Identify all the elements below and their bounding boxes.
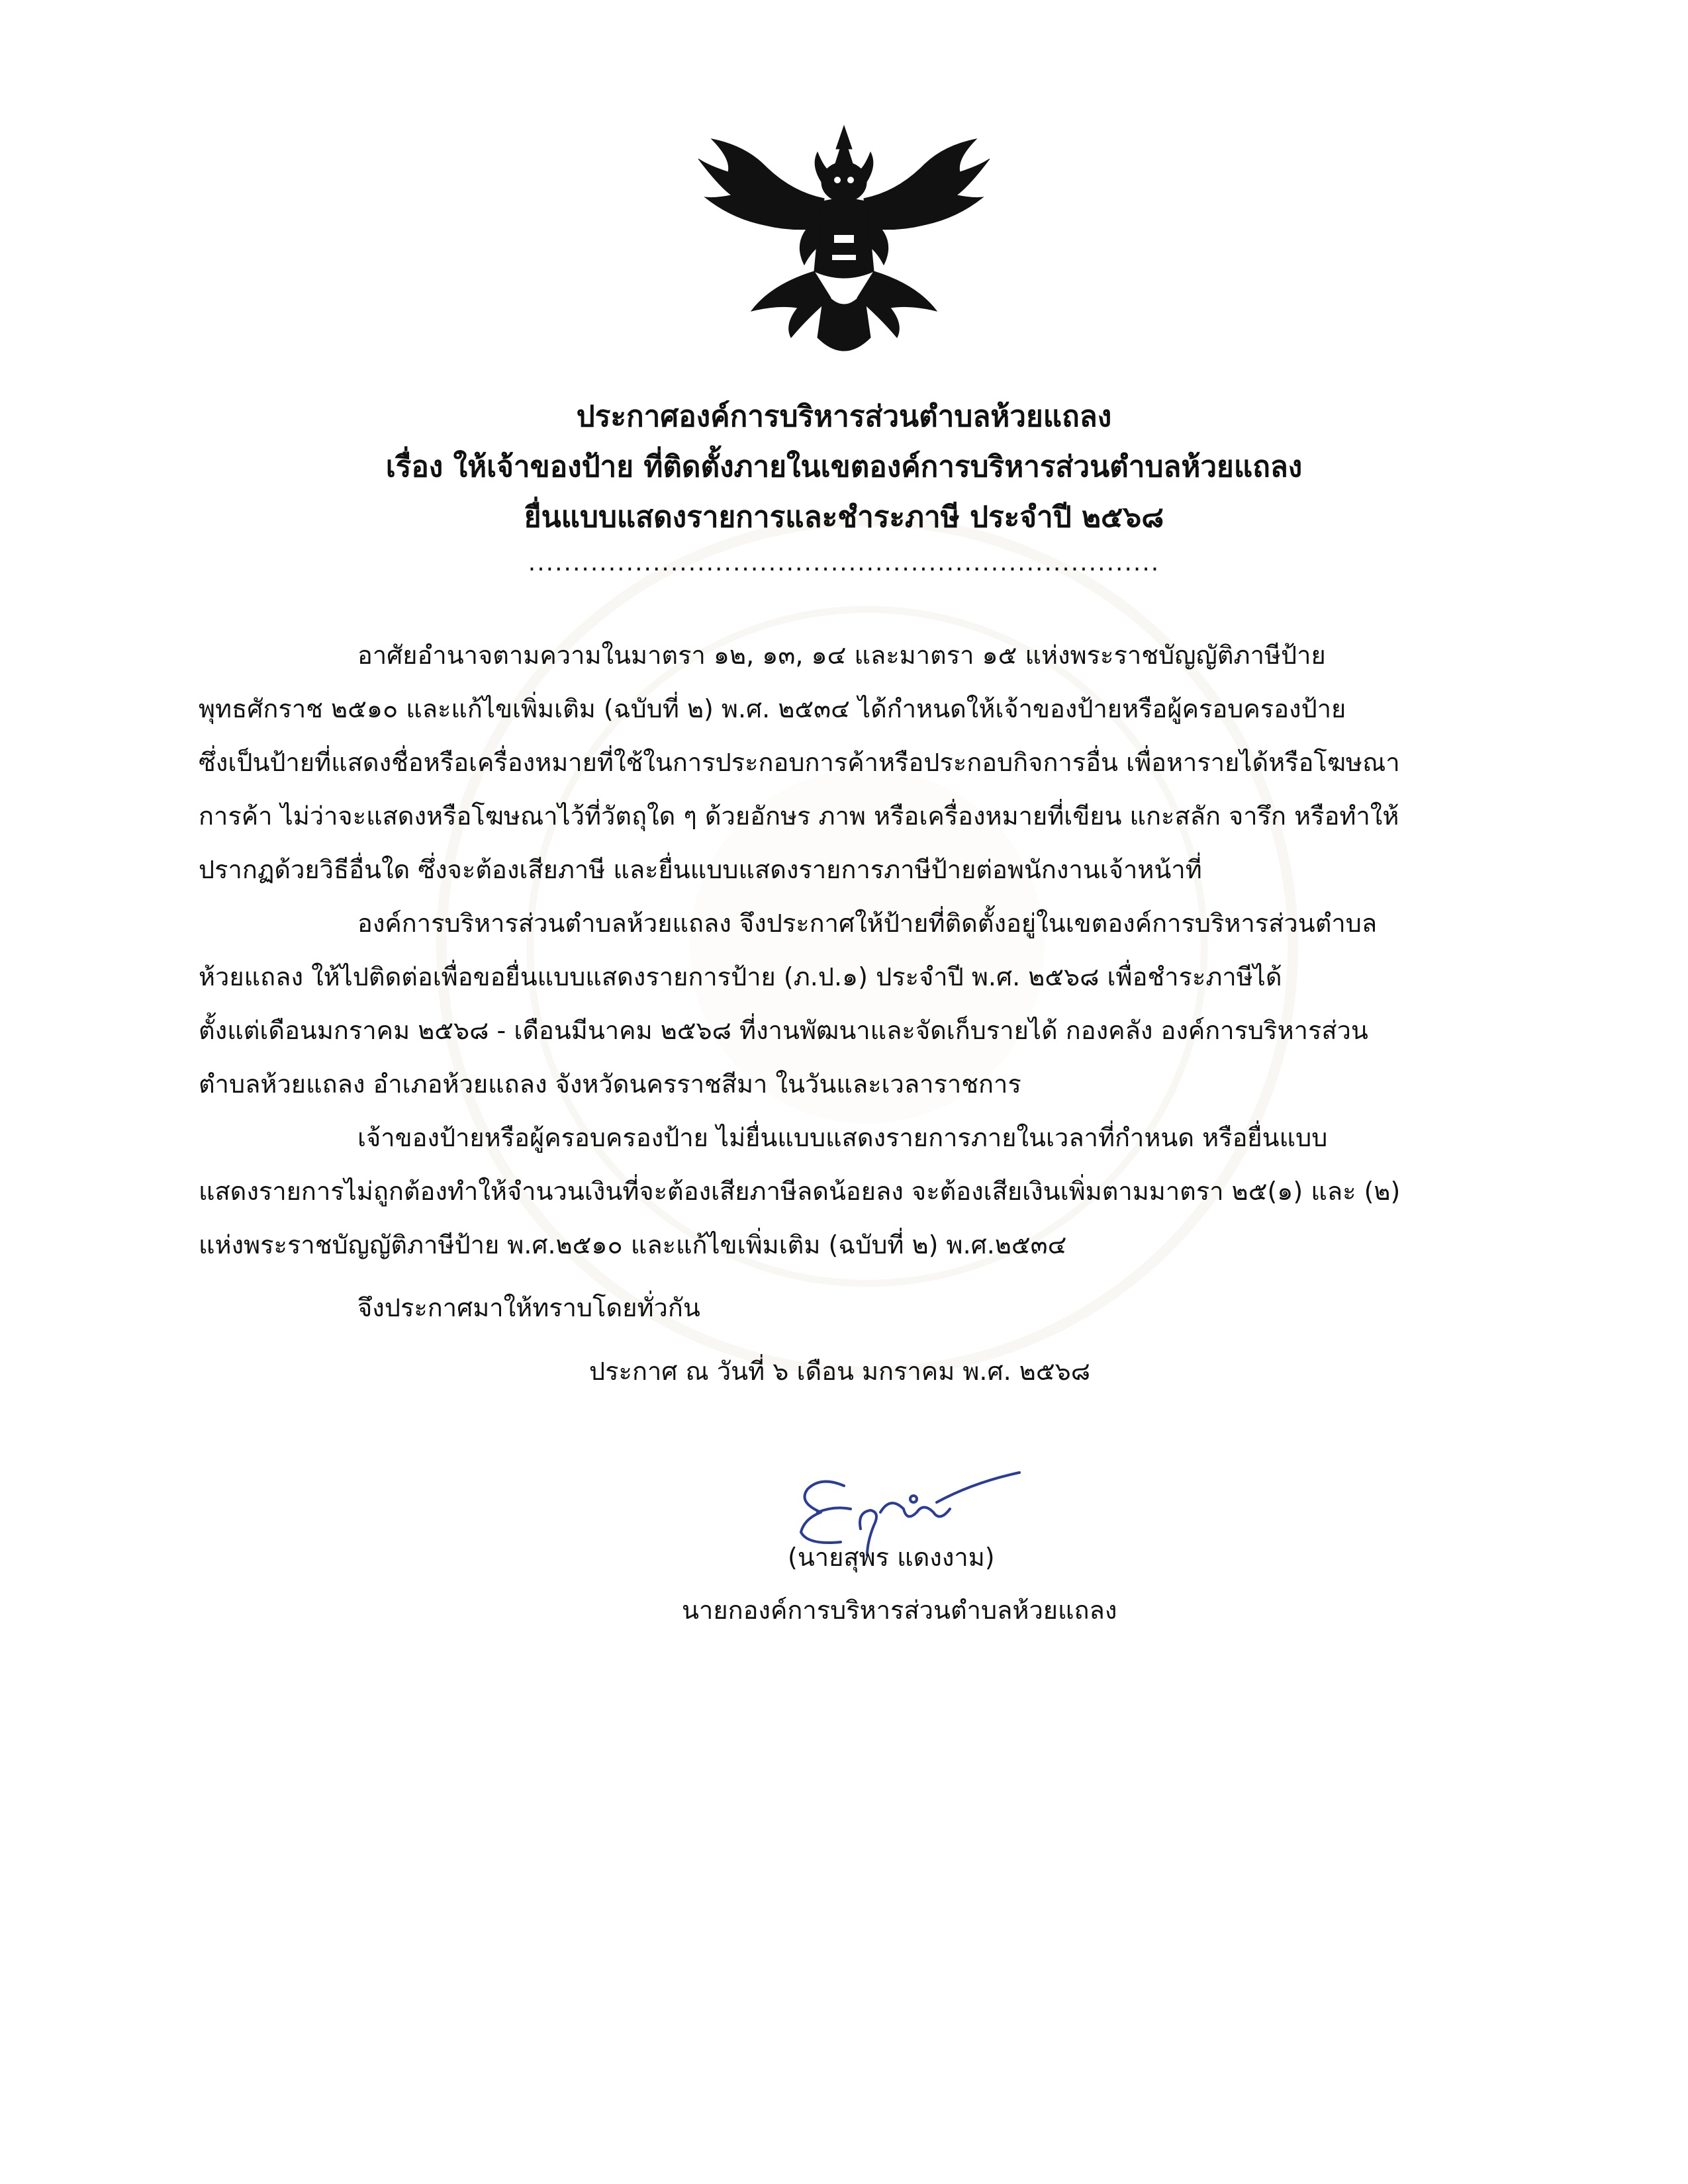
document-subject-line2: ยื่นแบบแสดงรายการและชำระภาษี ประจำปี ๒๕๖๘ — [524, 500, 1164, 534]
announcement-date: ประกาศ ณ วันที่ ๖ เดือน มกราคม พ.ศ. ๒๕๖๘ — [589, 1357, 1091, 1386]
body-line: ซึ่งเป็นป้ายที่แสดงชื่อหรือเครื่องหมายที่ใช้ในการประกอบการค้าหรือประกอบกิจการอื่น เพื่อหารายได้หรือโฆษณา — [199, 748, 1400, 777]
signer-position: นายกองค์การบริหารส่วนตำบลห้วยแถลง — [682, 1596, 1117, 1625]
body-line: พุทธศักราช ๒๕๑๐ และแก้ไขเพิ่มเติม (ฉบับที่ ๒) พ.ศ. ๒๕๓๔ ได้กำหนดให้เจ้าของป้ายหรือผู้ครอบครองป้าย — [199, 694, 1346, 723]
signer-name: (นายสุพร แดงงาม) — [788, 1543, 995, 1572]
body-line: ตำบลห้วยแถลง อำเภอห้วยแถลง จังหวัดนครราชสีมา ในวันและเวลาราชการ — [199, 1069, 1021, 1099]
body-line: ห้วยแถลง ให้ไปติดต่อเพื่อขอยื่นแบบแสดงรายการป้าย (ภ.ป.๑) ประจำปี พ.ศ. ๒๕๖๘ เพื่อชำระภาษีได้ — [199, 962, 1282, 991]
separator-line: ....................................................................... — [528, 549, 1160, 576]
body-line: องค์การบริหารส่วนตำบลห้วยแถลง จึงประกาศให้ป้ายที่ติดตั้งอยู่ในเขตองค์การบริหารส่วนตำบล — [357, 909, 1378, 938]
body-line: เจ้าของป้ายหรือผู้ครอบครองป้าย ไม่ยื่นแบบแสดงรายการภายในเวลาที่กำหนด หรือยื่นแบบ — [357, 1123, 1328, 1152]
garuda-emblem-icon — [692, 119, 996, 364]
body-line: แห่งพระราชบัญญัติภาษีป้าย พ.ศ.๒๕๑๐ และแก้ไขเพิ่มเติม (ฉบับที่ ๒) พ.ศ.๒๕๓๔ — [199, 1230, 1067, 1259]
body-line: ตั้งแต่เดือนมกราคม ๒๕๖๘ - เดือนมีนาคม ๒๕๖๘ ที่งานพัฒนาและจัดเก็บรายได้ กองคลัง องค์การบริหารส่วน — [199, 1016, 1368, 1045]
document-subject: เรื่อง ให้เจ้าของป้าย ที่ติดตั้งภายในเขตองค์การบริหารส่วนตำบลห้วยแถลง — [385, 450, 1303, 484]
closing-text: จึงประกาศมาให้ทราบโดยทั่วกัน — [357, 1293, 700, 1322]
body-line: การค้า ไม่ว่าจะแสดงหรือโฆษณาไว้ที่วัตถุใด ๆ ด้วยอักษร ภาพ หรือเครื่องหมายที่เขียน แกะสลัก จารึก หรือทำให้ — [199, 801, 1399, 831]
body-line: อาศัยอำนาจตามความในมาตรา ๑๒, ๑๓, ๑๔ และมาตรา ๑๕ แห่งพระราชบัญญัติภาษีป้าย — [357, 641, 1326, 670]
body-line: ปรากฏด้วยวิธีอื่นใด ซึ่งจะต้องเสียภาษี และยื่นแบบแสดงรายการภาษีป้ายต่อพนักงานเจ้าหน้าที่ — [199, 855, 1202, 884]
document-title: ประกาศองค์การบริหารส่วนตำบลห้วยแถลง — [576, 400, 1112, 433]
body-line: แสดงรายการไม่ถูกต้องทำให้จำนวนเงินที่จะต้องเสียภาษีลดน้อยลง จะต้องเสียเงินเพิ่มตามมาตรา ๒๕(๑) และ (๒) — [199, 1177, 1401, 1206]
